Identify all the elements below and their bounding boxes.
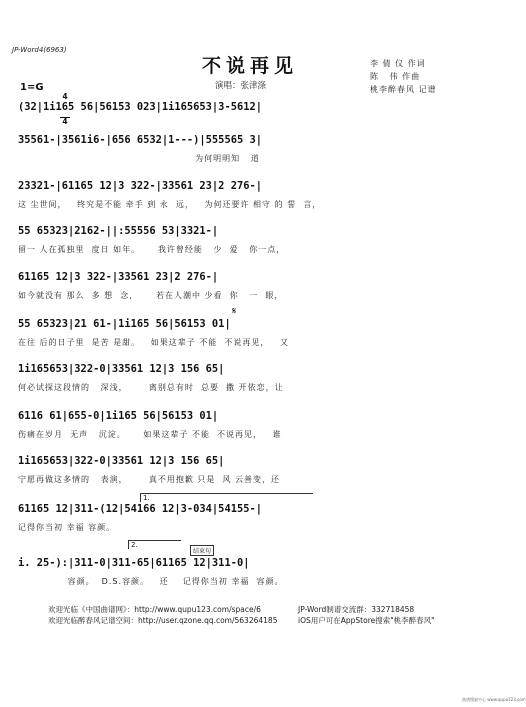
segno-mark: 𝄋 — [232, 306, 237, 317]
notation-line-4: 55 65323|2162-||:55556 53|3321-| — [18, 225, 219, 237]
lyric-line-6: 在往 后的日子里 是苦 是甜。 如果这辈子 不能 不说再见， 又 — [18, 338, 290, 347]
meter-bottom: 4 — [60, 117, 70, 126]
footer-link-2[interactable]: 欢迎光临醉春风记谱空间：http://user.qzone.qq.com/563264185 — [48, 616, 278, 625]
corner-watermark: 曲谱搜索中心 www.qupu123.com — [462, 697, 526, 702]
lyric-line-10: 记得你当初 幸福 容颜。 — [18, 523, 116, 532]
lyric-line-2: 为何明明知 道 — [18, 154, 260, 163]
notation-line-11: i. 25-):|311-0|311-65|61165 12|311-0| — [18, 557, 250, 569]
composer-credit: 陈 伟 作曲 — [370, 72, 421, 81]
transcriber-credit: 桃李醉春风 记谱 — [370, 85, 437, 94]
notation-line-10: 61165 12|311-(12|54166 12|3-034|54155-| — [18, 503, 262, 515]
footer-link-1[interactable]: 欢迎光临《中国曲谱网》：http://www.qupu123.com/space/6 — [48, 605, 261, 614]
key-signature: 1=G — [20, 82, 44, 93]
lyric-line-7: 何必试探这段情的 深浅， 离别总有时 总要 撒 开依恋，让 — [18, 383, 284, 392]
lyric-line-9: 宁愿再做这多情的 表演， 真不用抱歉 只是 风 云善变，还 — [18, 475, 281, 484]
notation-line-7: 1i165653|322-0|33561 12|3 156 65| — [18, 363, 225, 375]
meter-top: 4 — [62, 92, 68, 101]
software-tag: JP-Word4(6963) — [12, 46, 67, 54]
notation-line-9: 1i165653|322-0|33561 12|3 156 65| — [18, 455, 225, 467]
second-ending-bracket: 2. — [128, 540, 181, 549]
lyric-line-11: 容颜。 D.S.容颜。 还 记得你当初 幸福 容颜。 — [18, 577, 284, 586]
notation-line-3: 23321-|61165 12|3 322-|33561 23|2 276-| — [18, 180, 262, 192]
song-title: 不说再见 — [201, 55, 298, 77]
lyricist-credit: 李 倩 仪 作词 — [370, 59, 426, 68]
lyric-line-3: 这 尘世间， 终究是不能 牵手 到 永 远， 为何还要许 相守 的 誓 言， — [18, 200, 322, 209]
footer-ios-info: iOS用户可在AppStore搜索"桃李醉春风" — [298, 616, 435, 625]
coda-box: 结束句 — [190, 545, 214, 556]
lyric-line-5: 如今就没有 那么 多 想 念， 若在人潮中 少看 你 一 眼， — [18, 291, 284, 300]
notation-line-8: 6116 61|655-0|1i165 56|56153 01| — [18, 410, 219, 422]
notation-line-5: 61165 12|3 322-|33561 23|2 276-| — [18, 271, 219, 283]
lyric-line-4: 留一 人在孤独里 度日 如年。 我许曾经能 少 爱 你一点， — [18, 245, 286, 254]
lyric-line-8: 伤痛在岁月 无声 沉淀。 如果这辈子 不能 不说再见， 谁 — [18, 430, 282, 439]
notation-line-2: 35561-|3561i6-|656 6532|1---)|555565 3| — [18, 134, 262, 146]
first-ending-bracket: 1. — [140, 493, 313, 502]
footer-group-info: JP-Word制谱交流群：332718458 — [298, 605, 415, 614]
notation-line-1: (32|1i165 56|56153 023|1i165653|3-5612| — [18, 101, 262, 113]
singer-credit: 演唱：张津涤 — [215, 81, 267, 91]
notation-line-6: 55 65323|21 61-|1i165 56|56153 01| — [18, 318, 231, 330]
